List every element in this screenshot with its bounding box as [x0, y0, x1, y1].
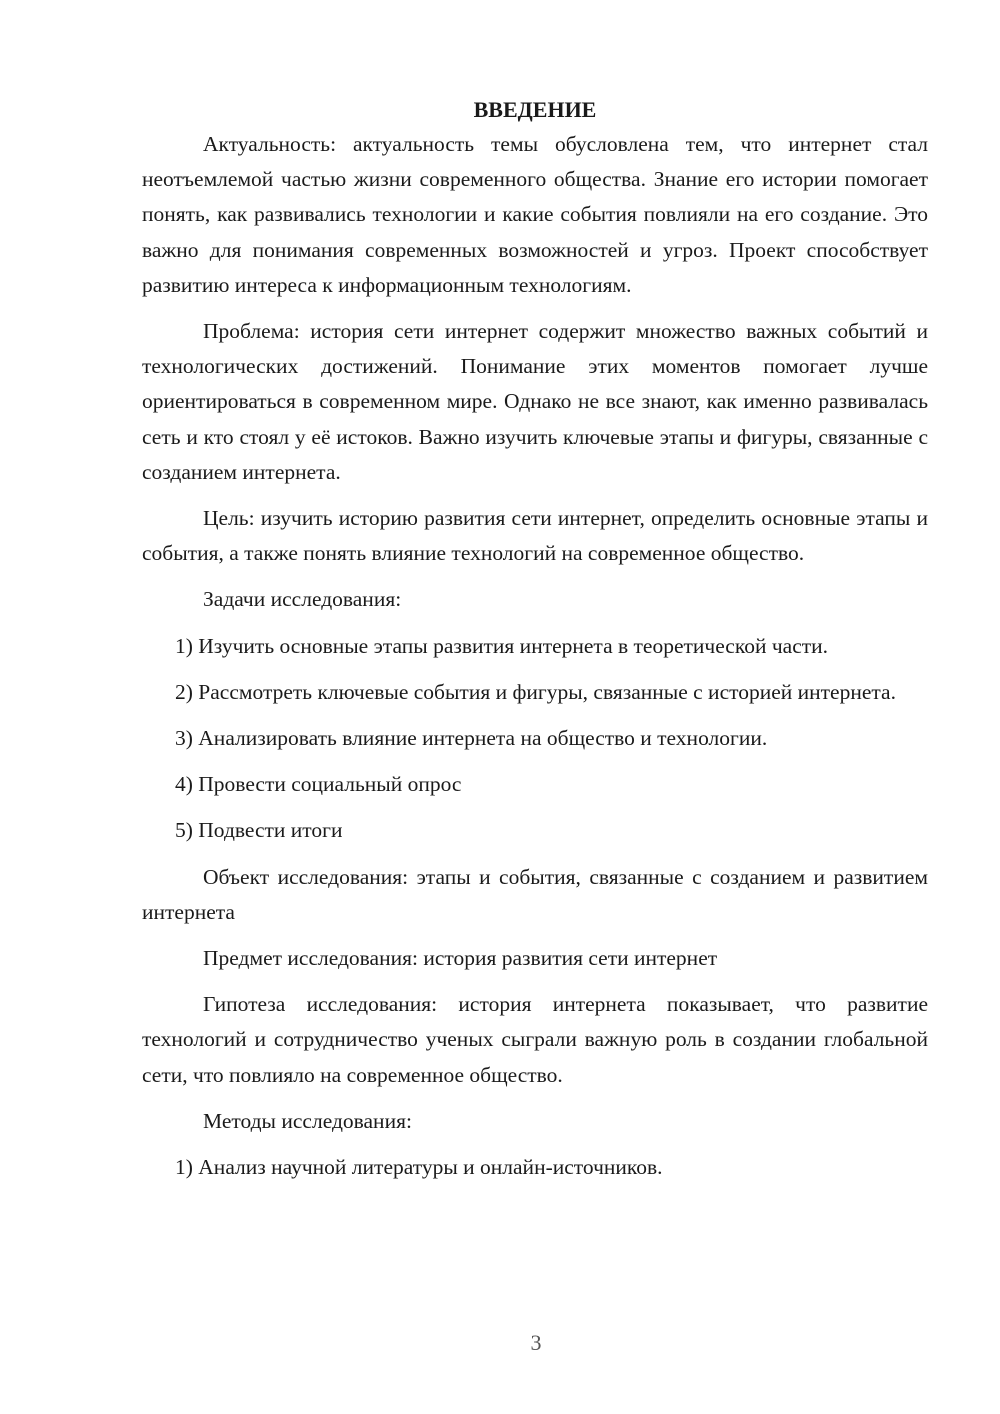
task-item: 5) Подвести итоги: [175, 818, 343, 843]
section-title: ВВЕДЕНИЕ: [473, 97, 597, 122]
tasks-heading: Задачи исследования:: [203, 587, 402, 612]
task-item: 3) Анализировать влияние интернета на общество и технологии.: [175, 726, 768, 751]
paragraph-object: Объект исследования: этапы и события, связанные с созданием и развитием интернета: [142, 864, 928, 924]
paragraph-subject: Предмет исследования: история развития сети интернет: [203, 946, 718, 971]
method-item: 1) Анализ научной литературы и онлайн-источников.: [175, 1155, 663, 1180]
paragraph-hypothesis: Гипотеза исследования: история интернета показывает, что развитие технологий и сотрудничество ученых сыграли важную роль в создании глобальной сети, что повлияло на современное общество.: [142, 992, 928, 1087]
paragraph-relevance: Актуальность: актуальность темы обусловлена тем, что интернет стал неотъемлемой частью жизни современного общества. Знание его истории помогает понять, как развивались технологии и какие события повлияли на его создание. Это важно для понимания современных возможностей и угроз. Проект способствует развитию интереса к информационным технологиям.: [142, 132, 928, 297]
page-number: 3: [530, 1330, 542, 1355]
paragraph-goal: Цель: изучить историю развития сети интернет, определить основные этапы и события, а также понять влияние технологий на современное общество.: [142, 506, 928, 566]
methods-heading: Методы исследования:: [203, 1108, 412, 1133]
task-item: 1) Изучить основные этапы развития интернета в теоретической части.: [175, 633, 829, 658]
paragraph-problem: Проблема: история сети интернет содержит множество важных событий и технологических достижений. Понимание этих моментов помогает лучше ориентироваться в современном мире. Однако не все знают, как именно развивалась сеть и кто стоял у её истоков. Важно изучить ключевые этапы и фигуры, связанные с созданием интернета.: [142, 319, 928, 484]
task-item: 4) Провести социальный опрос: [175, 772, 462, 797]
document-page: [142, 94, 928, 1196]
task-item: 2) Рассмотреть ключевые события и фигуры, связанные с историей интернета.: [175, 679, 896, 704]
